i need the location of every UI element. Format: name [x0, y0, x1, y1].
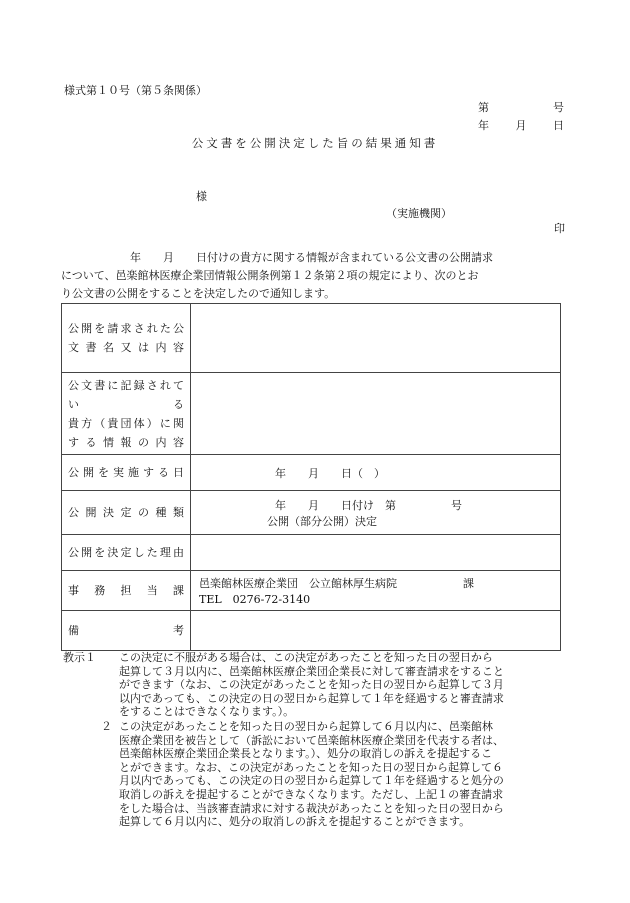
requested-document-value	[191, 304, 561, 373]
table-row	[62, 571, 561, 611]
date-month: 月	[515, 119, 527, 132]
recorded-information-value	[191, 373, 561, 455]
requested-document-label: 公開を請求された公 文書名又は内容	[62, 304, 191, 373]
body-line: り公文書の公開をすることを決定したので通知します。	[61, 287, 336, 300]
form-number: 様式第１０号（第５条関係）	[64, 84, 207, 97]
table-row	[62, 491, 561, 535]
document-date-line	[478, 117, 564, 133]
instruction-2: ２ この決定があったことを知った日の翌日から起算して６月以内に、邑楽館林 医療企業団を被告として（訴訟において邑楽館林医療企業団を代表する者は、 邑楽館林医療企業団企業長となります。）、処分の取消しの訴えを提起するこ とができます。なお、この決定があったことを知った日の翌日から起算して６ 月以内であっても、この決定の日の翌日から起算して１年を経過すると処分の 取消しの訴えを提起することができなくなります。ただし、上記１の審査請求 をした場合は、当該審査請求に対する裁決があったことを知った日の翌日から 起算して６月以内に、処分の取消しの訴えを提起することができます。	[101, 719, 504, 829]
document-number-line	[478, 99, 564, 115]
table-row	[62, 455, 561, 491]
seal-mark: 印	[554, 222, 565, 235]
instructions	[63, 651, 563, 829]
decision-table	[61, 303, 561, 651]
decision-type-value: 年 月 日付け 第 号 公開（部分公開）決定	[191, 491, 561, 535]
notice-body	[61, 249, 561, 303]
instruction-1: 教示１ この決定に不服がある場合は、この決定があったことを知った日の翌日から 起算して３月以内に、邑楽館林医療企業団企業長に対して審査請求をすること ができます（なお、この決定があったことを知った日の翌日から起算して３月 以内であっても、この決定の日の翌日から起算して１年を経過すると審査請求 をすることはできなくなります。）。	[63, 651, 504, 719]
body-line: 年 月 日付けの貴方に関する情報が含まれている公文書の公開請求	[130, 251, 493, 264]
responsible-section-label: 事務担当課	[62, 571, 191, 611]
table-row	[62, 535, 561, 571]
number-suffix: 号	[553, 101, 564, 114]
body-line: について、邑楽館林医療企業団情報公開条例第１２条第２項の規定により、次のとお	[61, 269, 479, 282]
decision-reason-label: 公開を決定した理由	[62, 535, 191, 571]
issuing-agency: （実施機関）	[386, 207, 452, 220]
remarks-label: 備考	[62, 611, 191, 651]
disclosure-date-label: 公開を実施する日	[62, 455, 191, 491]
number-prefix: 第	[478, 101, 489, 114]
recorded-information-label: 公文書に記録されて い る 貴方（貴団体）に関 する情報の内容	[62, 373, 191, 455]
addressee-suffix: 様	[196, 190, 207, 203]
table-row	[62, 304, 561, 373]
document-title: 公文書を公開決定した旨の結果通知書	[191, 136, 439, 150]
decision-type-label: 公開決定の種類	[62, 491, 191, 535]
date-year: 年	[478, 119, 489, 132]
date-day: 日	[553, 119, 564, 132]
disclosure-date-value: 年 月 日（ ）	[191, 455, 561, 491]
responsible-section-value: 邑楽館林医療企業団 公立館林厚生病院 課 TEL 0276-72-3140	[191, 571, 561, 611]
decision-reason-value	[191, 535, 561, 571]
table-row	[62, 373, 561, 455]
table-row	[62, 611, 561, 651]
remarks-value	[191, 611, 561, 651]
